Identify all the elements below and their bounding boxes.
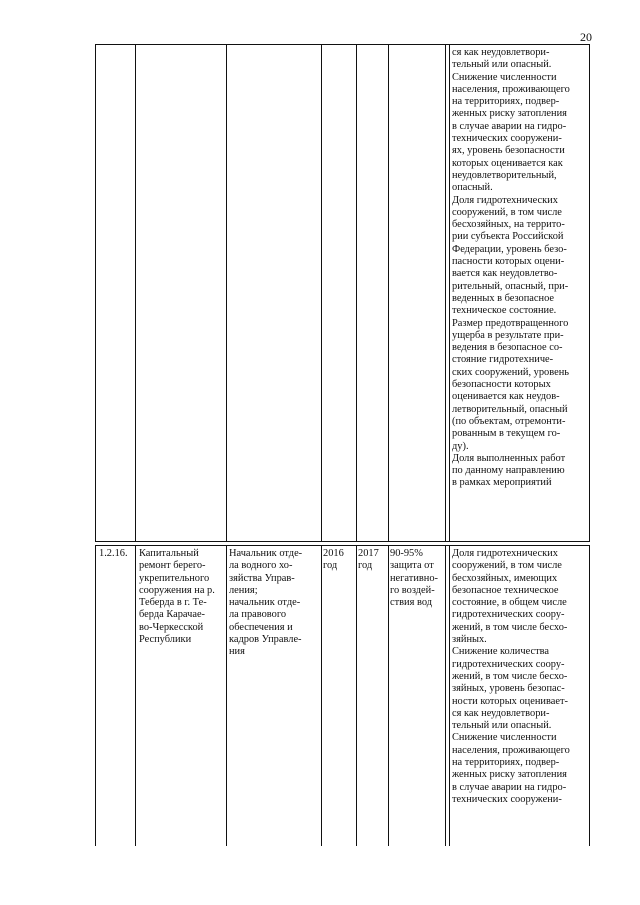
col-divider-4 bbox=[356, 44, 357, 542]
table-border-left bbox=[95, 44, 96, 542]
row-result-line: 90-95% bbox=[390, 548, 423, 559]
indicator-line: тельный или опасный. bbox=[452, 720, 552, 732]
row-result-line: негативно- bbox=[390, 572, 439, 584]
row-divider-bottom bbox=[95, 541, 590, 542]
row-indicator-list bbox=[452, 548, 588, 806]
indicator-line: безопасное техническое bbox=[452, 584, 559, 596]
page-number: 20 bbox=[580, 30, 592, 44]
indicator-line: опасный. bbox=[452, 182, 493, 194]
indicator-paragraph bbox=[452, 318, 588, 453]
indicator-line: технических сооружени- bbox=[452, 133, 562, 145]
indicator-line: ся как неудовлетвори- bbox=[452, 47, 550, 58]
indicator-paragraph bbox=[452, 453, 588, 490]
indicator-line: женных риску затопления bbox=[452, 769, 567, 781]
top-row-indicators bbox=[452, 47, 588, 490]
row-responsible-line: Начальник отде- bbox=[229, 548, 303, 559]
indicator-line: (по объектам, отремонти- bbox=[452, 415, 566, 427]
indicator-paragraph bbox=[452, 72, 588, 195]
row-name-line: сооружения на р. bbox=[139, 584, 215, 596]
row-responsible-line: обеспечения и bbox=[229, 621, 293, 633]
col-divider-6 bbox=[445, 44, 446, 542]
indicator-line: женных риску затопления bbox=[452, 108, 567, 120]
indicator-line: населения, проживающего bbox=[452, 83, 570, 95]
indicator-line: в случае аварии на гидро- bbox=[452, 120, 567, 132]
row-result-line: го воздей- bbox=[390, 584, 435, 596]
indicator-line: в случае аварии на гидро- bbox=[452, 781, 567, 793]
indicator-line: безопасности которых bbox=[452, 379, 551, 391]
row-end-year bbox=[358, 548, 387, 573]
row2-col-divider-2 bbox=[226, 545, 227, 846]
indicator-line: Снижение численности bbox=[452, 732, 557, 744]
indicator-line: зяйных. bbox=[452, 634, 487, 646]
row-name-line: Капитальный bbox=[139, 548, 199, 559]
row-name-line: берда Карачае- bbox=[139, 609, 206, 621]
row-end-year-lines bbox=[358, 548, 387, 573]
indicator-line: рии субъекта Российской bbox=[452, 231, 564, 243]
row-end-year-line: год bbox=[358, 560, 373, 572]
indicator-line: рительный, опасный, при- bbox=[452, 280, 569, 292]
indicator-paragraph bbox=[452, 646, 588, 732]
indicator-line: ведения в безопасное со- bbox=[452, 342, 563, 354]
indicator-line: ся как неудовлетвори- bbox=[452, 707, 550, 719]
row-name-line: ремонт берего- bbox=[139, 560, 206, 572]
indicator-line: технических сооружени- bbox=[452, 793, 562, 805]
indicator-line: вается как неудовлетво- bbox=[452, 268, 558, 280]
indicator-line: Доля гидротехнических bbox=[452, 194, 558, 206]
indicator-line: на территориях, подвер- bbox=[452, 757, 560, 769]
table-border-top bbox=[95, 44, 590, 45]
indicator-line: Снижение количества bbox=[452, 646, 549, 658]
indicator-line: на территориях, подвер- bbox=[452, 96, 560, 108]
indicator-line: состояние, в общем числе bbox=[452, 597, 567, 609]
row-start-year bbox=[323, 548, 355, 573]
row2-col-divider-6b bbox=[449, 545, 450, 846]
row-divider-top bbox=[95, 545, 590, 546]
table-border-right bbox=[589, 44, 590, 542]
row-responsible bbox=[229, 548, 320, 659]
indicator-line: зяйных, уровень безопас- bbox=[452, 683, 565, 695]
indicator-line: оценивается как неудов- bbox=[452, 391, 560, 403]
indicator-line: ских сооружений, уровень bbox=[452, 366, 570, 378]
col-divider-3 bbox=[321, 44, 322, 542]
indicator-line: по данному направлению bbox=[452, 465, 565, 477]
col-divider-2 bbox=[226, 44, 227, 542]
row-responsible-line: ла правового bbox=[229, 609, 287, 621]
indicator-paragraph bbox=[452, 548, 588, 646]
col-divider-5 bbox=[388, 44, 389, 542]
indicator-line: ности которых оценивает- bbox=[452, 695, 568, 707]
row-start-year-line: 2016 bbox=[323, 548, 344, 559]
row-name-line: Республики bbox=[139, 634, 192, 646]
indicator-line: Федерации, уровень безо- bbox=[452, 243, 567, 255]
indicator-line: бесхозяйных, на террито- bbox=[452, 219, 565, 231]
indicator-line: пасности которых оцени- bbox=[452, 256, 565, 268]
row-responsible-line: кадров Управле- bbox=[229, 634, 302, 646]
indicator-line: жений, в том числе бесхо- bbox=[452, 621, 568, 633]
indicator-paragraph bbox=[452, 732, 588, 806]
row2-col-divider-5 bbox=[388, 545, 389, 846]
row-name-line: Теберда в г. Те- bbox=[139, 597, 207, 609]
row-end-year-line: 2017 bbox=[358, 548, 379, 559]
row2-border-left bbox=[95, 545, 96, 846]
indicator-line: в рамках мероприятий bbox=[452, 477, 552, 489]
indicator-line: техническое состояние. bbox=[452, 305, 557, 317]
indicator-line: Доля гидротехнических bbox=[452, 548, 558, 559]
indicator-line: ущерба в результате при- bbox=[452, 329, 564, 341]
row-result bbox=[390, 548, 444, 609]
row-responsible-line: зяйства Управ- bbox=[229, 572, 295, 584]
row-responsible-line: ления; bbox=[229, 584, 258, 596]
indicator-line: ях, уровень безопасности bbox=[452, 145, 565, 157]
indicator-line: сооружений, в том числе bbox=[452, 560, 562, 572]
indicator-line: бесхозяйных, имеющих bbox=[452, 572, 558, 584]
indicator-line: населения, проживающего bbox=[452, 744, 570, 756]
indicator-paragraph bbox=[452, 195, 588, 318]
indicator-line: Снижение численности bbox=[452, 71, 557, 83]
indicator-paragraph bbox=[452, 47, 588, 72]
row-name bbox=[139, 548, 225, 646]
indicator-line: гидротехнических соору- bbox=[452, 658, 565, 670]
row2-col-divider-3 bbox=[321, 545, 322, 846]
top-row-indicator-list bbox=[452, 47, 588, 490]
row-result-lines bbox=[390, 548, 444, 609]
row-start-year-lines bbox=[323, 548, 355, 573]
row-responsible-line: начальник отде- bbox=[229, 597, 301, 609]
row-indicators bbox=[452, 548, 588, 806]
indicator-line: жений, в том числе бесхо- bbox=[452, 670, 568, 682]
indicator-line: Размер предотвращенного bbox=[452, 317, 569, 329]
col-divider-6b bbox=[449, 44, 450, 542]
row-responsible-lines bbox=[229, 548, 320, 659]
row2-col-divider-1 bbox=[135, 545, 136, 846]
row-result-line: защита от bbox=[390, 560, 434, 572]
indicator-line: гидротехнических соору- bbox=[452, 609, 565, 621]
indicator-line: Доля выполненных работ bbox=[452, 452, 566, 464]
row-responsible-line: ния bbox=[229, 646, 245, 658]
row-name-lines bbox=[139, 548, 225, 646]
row2-col-divider-4 bbox=[356, 545, 357, 846]
indicator-line: сооружений, в том числе bbox=[452, 206, 562, 218]
indicator-line: летворительный, опасный bbox=[452, 403, 568, 415]
row-number: 1.2.16. bbox=[99, 548, 128, 559]
row-name-line: укрепительного bbox=[139, 572, 210, 584]
row-name-line: во-Черкесской bbox=[139, 621, 204, 633]
col-divider-1 bbox=[135, 44, 136, 542]
row2-col-divider-6 bbox=[445, 545, 446, 846]
row2-border-right bbox=[589, 545, 590, 846]
row-start-year-line: год bbox=[323, 560, 338, 572]
indicator-line: неудовлетворительный, bbox=[452, 169, 557, 181]
indicator-line: тельный или опасный. bbox=[452, 59, 552, 71]
row-result-line: ствия вод bbox=[390, 597, 433, 609]
indicator-line: веденных в безопасное bbox=[452, 292, 555, 304]
indicator-line: стояние гидротехниче- bbox=[452, 354, 554, 366]
indicator-line: рованным в текущем го- bbox=[452, 428, 561, 440]
row-responsible-line: ла водного хо- bbox=[229, 560, 293, 572]
indicator-line: ду). bbox=[452, 440, 469, 452]
indicator-line: которых оценивается как bbox=[452, 157, 563, 169]
